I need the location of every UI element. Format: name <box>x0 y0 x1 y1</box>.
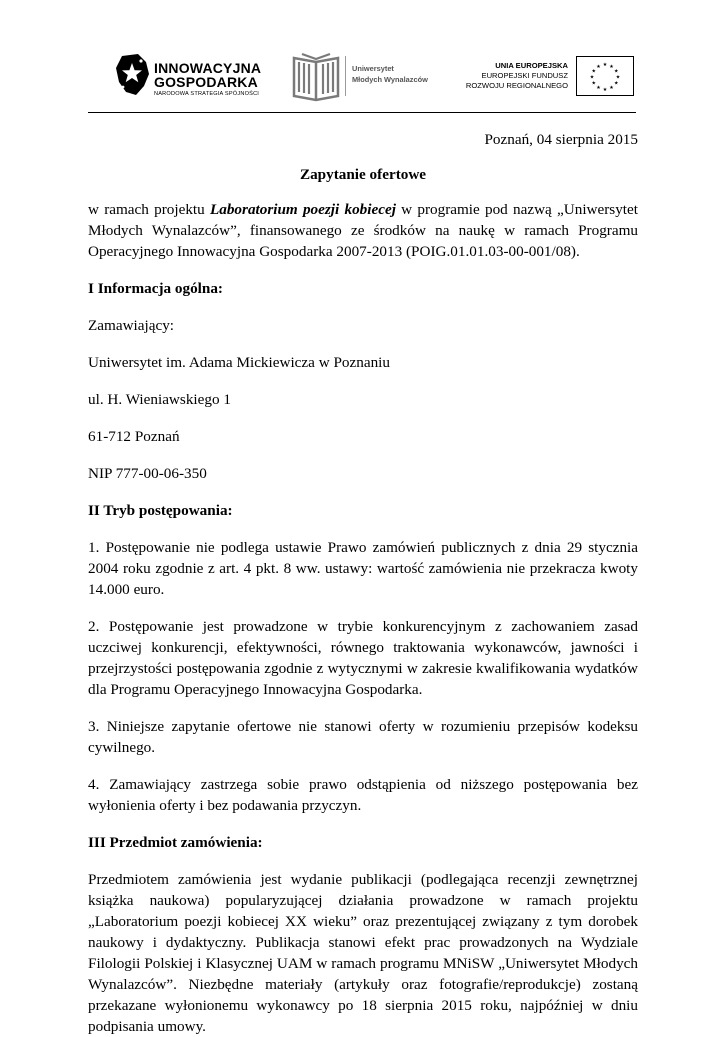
svg-text:★: ★ <box>613 80 619 87</box>
ig-star-map-icon <box>116 54 150 96</box>
project-name: Laboratorium poezji kobiecej <box>209 201 396 218</box>
umw-title-line2: Młodych Wynalazców <box>352 75 428 84</box>
umw-title-line1: Uniwersytet <box>352 64 394 73</box>
svg-text:★: ★ <box>596 85 601 92</box>
eu-line2: EUROPEJSKI FUNDUSZ <box>481 71 568 80</box>
svg-text:★: ★ <box>591 80 597 87</box>
svg-text:★: ★ <box>609 63 614 70</box>
svg-text:★: ★ <box>596 63 601 70</box>
intro-after: w programie pod nazwą „Uniwersytet Młodych Wynalazców”, finansowanego ze środków na naukę w ramach Programu Operacyjnego Innowacyjna Gospodarka 2007-2013 (POIG.01.01.03-00-001/08). <box>88 201 638 260</box>
point-4: 4. Zamawiający zastrzega sobie prawo odstąpienia od niższego postępowania bez wyłonienia oferty i bez podawania przyczyn. <box>88 776 638 814</box>
ig-title-line1: INNOWACYJNA <box>154 60 262 76</box>
document-date: Poznań, 04 sierpnia 2015 <box>484 131 638 148</box>
ig-title-line2: GOSPODARKA <box>154 74 258 90</box>
book-icon <box>290 50 342 102</box>
section3-heading: III Przedmiot zamówienia: <box>88 834 263 851</box>
eu-line1: UNIA EUROPEJSKA <box>495 61 568 70</box>
point-3: 3. Niniejsze zapytanie ofertowe nie stanowi oferty w rozumieniu przepisów kodeksu cywilnego. <box>88 718 638 756</box>
section1-heading: I Informacja ogólna: <box>88 280 223 297</box>
orderer-city: 61-712 Poznań <box>88 428 180 445</box>
intro-before: w ramach projektu <box>88 201 210 218</box>
point-2: 2. Postępowanie jest prowadzone w trybie konkurencyjnym z zachowaniem zasad uczciwej konkurencji, efektywności, równego traktowania wykonawców, jawności i przejrzystości postępowania zgodnie z wytycznymi w zakresie kwalifikowania wydatków dla Programu Operacyjnego Innowacyjna Gospodarka. <box>88 618 638 698</box>
document-title: Zapytanie ofertowe <box>299 166 427 183</box>
ig-tagline: NARODOWA STRATEGIA SPÓJNOŚCI <box>154 91 260 97</box>
eu-line3: ROZWOJU REGIONALNEGO <box>465 81 568 90</box>
innowacyjna-gospodarka-logo <box>116 50 266 102</box>
svg-text:★: ★ <box>602 62 608 68</box>
european-union-logo <box>456 56 634 100</box>
intro-paragraph <box>88 199 638 262</box>
subject-paragraph: Przedmiotem zamówienia jest wydanie publikacji (podlegająca recenzji zewnętrznej książka naukowa) popularyzującej działania prowadzone w ramach projektu „Laboratorium poezji kobiecej XX wieku” oraz prezentującej związany z tym dorobek naukowy i dydaktyczny. Publikacja stanowi efekt prac prowadzonych na Wydziale Filologii Polskiej i Klasycznej UAM w ramach programu MNiSW „Uniwersytet Młodych Wynalazców”. Niezbędne materiały (artykuły oraz fotografie/reprodukcje) zostaną przekazane wyłonionemu wykonawcy po 18 sierpnia 2015 roku, najpóźniej w dniu podpisania umowy. <box>88 871 638 1035</box>
svg-text:★: ★ <box>613 68 619 75</box>
uniwersytet-mlodych-wynalazcow-logo <box>290 50 460 106</box>
eu-flag-icon <box>576 56 634 96</box>
logo-separator <box>345 56 346 96</box>
orderer-label: Zamawiający: <box>88 317 175 334</box>
svg-text:★: ★ <box>609 85 614 92</box>
orderer-nip: NIP 777-00-06-350 <box>88 465 207 482</box>
page-header <box>88 44 636 110</box>
svg-text:★: ★ <box>615 74 621 81</box>
orderer-street: ul. H. Wieniawskiego 1 <box>88 391 231 408</box>
header-divider <box>88 112 636 113</box>
orderer-name: Uniwersytet im. Adama Mickiewicza w Poznaniu <box>88 354 390 371</box>
section2-heading: II Tryb postępowania: <box>88 502 233 519</box>
svg-text:★: ★ <box>589 74 595 81</box>
svg-text:★: ★ <box>602 87 608 93</box>
eu-fund-text <box>466 61 568 91</box>
svg-text:★: ★ <box>591 68 597 75</box>
point-1: 1. Postępowanie nie podlega ustawie Prawo zamówień publicznych z dnia 29 stycznia 2004 roku zgodnie z art. 4 pkt. 8 ww. ustawy: wartość zamówienia nie przekracza kwoty 14.000 euro. <box>88 539 638 598</box>
document-body <box>88 125 638 1037</box>
